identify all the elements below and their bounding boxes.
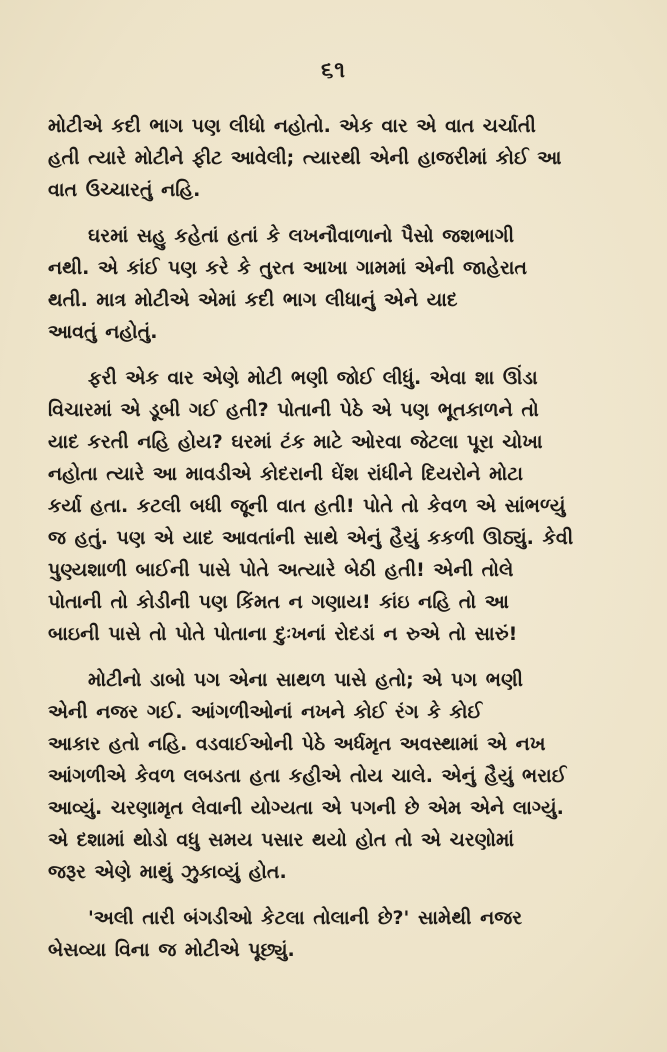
text-line: 'અલી તારી બંગડીઓ કેટલા તોલાની છે?' સામેથી નજર	[88, 907, 523, 929]
paragraph	[48, 362, 628, 650]
text-line: નથી. એ કાંઈ પણ કરે કે તુરત આખા ગામમાં એની જાહેરાત	[48, 257, 528, 279]
text-line: વિચારમાં એ ડૂબી ગઈ હતી? પોતાની પેઠે એ પણ ભૂતકાળને તો	[48, 399, 539, 421]
text-line: મોટીએ કદી ભાગ પણ લીધો નહોતો. એક વાર એ વાત ચર્ચાતી	[48, 115, 536, 137]
text-line: પુણ્યશાળી બાઈની પાસે પોતે અત્યારે બેઠી હતી! એની તોલે	[48, 559, 514, 581]
text-line: બાઇની પાસે તો પોતે પોતાના દુઃખનાં રોદડાં ન રુએ તો સારું!	[48, 623, 518, 645]
text-line: આંગળીએ કેવળ લબડતા હતા કહીએ તોય ચાલે. એનું હૈયું ભરાઈ	[48, 765, 567, 787]
text-line: મોટીનો ડાબો પગ એના સાથળ પાસે હતો; એ પગ ભણી	[88, 669, 523, 691]
text-line: જ હતું. પણ એ યાદ આવતાંની સાથે એનું હૈયું કકળી ઊઠ્યું. કેવી	[48, 527, 574, 549]
text-line: હતી ત્યારે મોટીને ફીટ આવેલી; ત્યારથી એની હાજરીમાં કોઈ આ	[48, 147, 562, 169]
paragraph	[48, 110, 628, 206]
text-line: થતી. માત્ર મોટીએ એમાં કદી ભાગ લીધાનું એને યાદ	[48, 289, 458, 311]
text-line: બેસવ્યા વિના જ મોટીએ પૂછ્યું.	[48, 939, 295, 961]
paragraph	[48, 220, 628, 348]
paragraph	[48, 664, 628, 888]
text-line: ઘરમાં સહુ કહેતાં હતાં કે લખનૌવાળાનો પૈસો જશભાગી	[88, 225, 514, 247]
text-line: કર્યા હતા. કટલી બધી જૂની વાત હતી! પોતે તો કેવળ એ સાંભળ્યું	[48, 495, 566, 517]
text-line: પોતાની તો કોડીની પણ કિંમત ન ગણાય! કાંઇ નહિ તો આ	[48, 591, 509, 613]
paragraph	[48, 902, 628, 966]
text-line: યાદ કરતી નહિ હોય? ઘરમાં ટંક માટે ઓરવા જેટલા પૂરા ચોખા	[48, 431, 543, 453]
body-text	[48, 110, 628, 980]
text-line: આવતું નહોતું.	[48, 321, 158, 343]
text-line: એ દશામાં થોડો વધુ સમય પસાર થયો હોત તો એ ચરણોમાં	[48, 829, 515, 851]
text-line: નહોતા ત્યારે આ માવડીએ કોદરાની ઘેંશ રાંધીને દિયરોને મોટા	[48, 463, 524, 485]
text-line: જરૂર એણે માથું ઝુકાવ્યું હોત.	[48, 861, 287, 883]
text-line: એની નજર ગઈ. આંગળીઓનાં નખને કોઈ રંગ કે કોઈ	[48, 701, 483, 723]
page-number: ૬૧	[320, 58, 347, 83]
text-line: આવ્યું. ચરણામૃત લેવાની યોગ્યતા એ પગની છે એમ એને લાગ્યું.	[48, 797, 564, 819]
text-line: આકાર હતો નહિ. વડવાઈઓની પેઠે અર્ધમૃત અવસ્થામાં એ નખ	[48, 733, 546, 755]
text-line: વાત ઉચ્ચારતું નહિ.	[48, 179, 201, 201]
text-line: ફરી એક વાર એણે મોટી ભણી જોઈ લીધું. એવા શા ઊંડા	[88, 367, 538, 389]
